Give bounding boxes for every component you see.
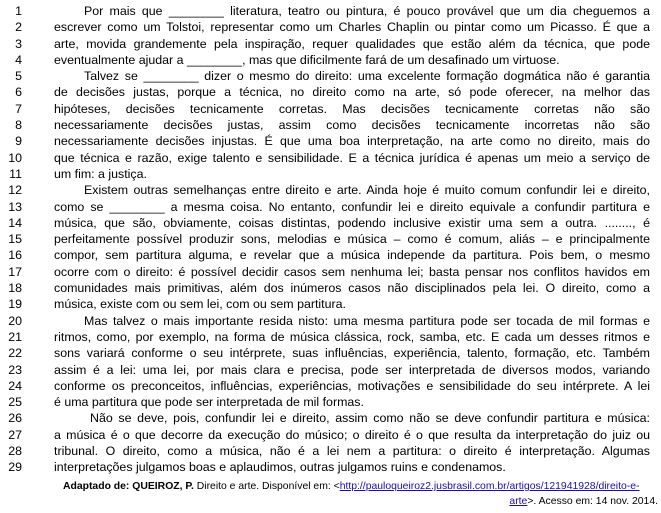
line-text: hipóteses, decisões tecnicamente corretas. Mas decisões tecnicamente corretas não são [54,101,650,116]
text-line [0,264,661,280]
line-number: 25 [8,395,22,410]
line-number: 6 [15,85,22,100]
line-text: é uma partitura que pode ser interpretada de mil formas. [54,395,364,410]
line-text: interpretações julgamos boas e aplaudimos, outras julgamos ruins e condenamos. [54,460,506,475]
citation-access-label: Acesso em: [538,495,593,507]
citation-prefix: Adaptado de: [63,481,133,492]
line-number: 20 [8,313,22,328]
line-text: escrever como um Tolstoi, representar como um Charles Chaplin ou pintar como um Picasso. É que a [54,20,650,35]
line-text: Por mais que ________ literatura, teatro ou pintura, é pouco provável que um dia cheguemos a [84,4,650,18]
citation-line-1 [63,480,658,495]
text-line [0,36,661,52]
line-number: 7 [15,101,22,116]
text-line [0,296,661,312]
text-line [0,231,661,247]
text-body [0,3,661,476]
line-text: tribunal. O direito, como a música, não é a lei nem a partitura: o direito é interpretação. Algumas [54,444,650,459]
line-number: 5 [15,69,22,84]
line-text: conforme os preconceitos, influências, experiências, motivações e sensibilidade do seu intérprete. A lei [54,378,650,393]
text-line [0,133,661,149]
line-text: necessariamente decisões justas, assim como decisões tecnicamente incorretas não são [54,118,650,133]
line-text: eventualmente ajudar a ________, mas que dificilmente fará de um desafinado um virtuose. [54,52,560,67]
line-number: 19 [8,297,22,312]
text-line [0,199,661,215]
line-text: ritmos, como, por exemplo, na forma de música clássica, rock, samba, etc. E cada um desses ritmos e [54,329,650,344]
line-number: 10 [8,150,22,165]
text-line [0,3,661,19]
line-text: compor, sem partitura alguma, e revelar que a música independe da partitura. Pois bem, o mesmo [54,248,650,263]
line-number: 1 [15,4,22,18]
text-line [0,443,661,459]
text-line [0,280,661,296]
text-line [0,117,661,133]
text-line [0,19,661,35]
line-number: 12 [8,183,22,198]
line-text: música, existe com ou sem lei, com ou sem partitura. [54,297,346,312]
line-text: sons variará conforme o seu intérprete, suas influências, experiência, talento, formação, etc. Também [54,346,650,361]
line-number: 16 [8,248,22,263]
line-text: um fim: a justiça. [54,166,147,181]
line-number: 17 [8,264,22,279]
text-line [0,345,661,361]
line-text: Talvez se ________ dizer o mesmo do direito: uma excelente formação dogmática não é garantia [84,69,650,84]
line-number: 9 [15,134,22,149]
citation-line-2 [509,496,658,507]
line-text: Não se deve, pois, confundir lei e direito, assim como não se deve confundir partitura e música: [90,411,650,426]
source-citation [63,480,658,509]
text-line [0,410,661,426]
line-text: de decisões justas, porque a técnica, no direito como na arte, só pode oferecer, na melhor das [54,85,650,100]
line-text: arte, movida grandemente pela inspiração, requer qualidades que estão além da técnica, que pode [54,36,650,51]
line-text: a música é o que decorre da execução do músico; o direito é o que resulta da interpretação do juiz ou [54,427,650,442]
line-text: assim é a lei: uma lei, por mais clara e precisa, pode ser interpretada de diversos modos, variando [54,362,650,377]
line-number: 11 [9,166,22,181]
text-line [0,150,661,166]
line-number: 8 [15,118,22,133]
line-number: 4 [15,52,22,67]
line-number: 21 [8,329,22,344]
text-line [0,182,661,198]
line-number: 29 [8,460,22,475]
line-text: Mas talvez o mais importante resida nisto: uma mesma partitura pode ser tocada de mil formas e [84,313,650,328]
citation-suffix: >. [527,495,539,507]
citation-title: Direito e arte. Disponível em: < [193,481,340,492]
line-text: necessariamente decisões injustas. É que uma boa interpretação, na arte como no direito, mais do [54,134,650,149]
citation-url-link-end[interactable]: arte [509,495,528,507]
line-number: 24 [8,378,22,393]
line-text: como se ________ a mesma coisa. No entanto, confundir lei e direito equivale a confundir partitura e [54,199,650,214]
text-line [0,166,661,182]
line-text: ocorre com o direito: é possível decidir casos sem nenhuma lei; basta pensar nos conflitos havidos em [54,264,650,279]
line-number: 18 [8,281,22,296]
line-text: música, que são, obviamente, coisas distintas, podendo inclusive existir uma sem a outra. ........, é [54,215,650,230]
line-number: 14 [8,215,22,230]
text-line [0,313,661,329]
text-line [0,427,661,443]
line-text: perfeitamente possível produzir sons, melodias e música – como é comum, aliás – e principalmente [54,232,650,247]
line-number: 26 [8,411,22,426]
line-text: comunidades mais primitivas, além dos inúmeros casos não disciplinados pela lei. O direito, como a [54,281,650,296]
citation-access-date: 14 nov. 2014. [592,495,658,507]
text-line [0,84,661,100]
text-line [0,329,661,345]
text-line [0,52,661,68]
citation-author: QUEIROZ, P. [132,481,194,492]
text-line [0,459,661,475]
text-line [0,68,661,84]
line-number: 28 [8,444,22,459]
line-number: 15 [8,232,22,247]
line-number: 22 [8,346,22,361]
line-text: Existem outras semelhanças entre direito e arte. Ainda hoje é muito comum confundir lei e direito, [84,183,650,198]
text-line [0,215,661,231]
line-number: 27 [8,427,22,442]
citation-url-link[interactable]: http://pauloqueiroz2.jusbrasil.com.br/artigos/121941928/direito-e- [339,481,640,492]
line-text: que técnica e razão, exige talento e sensibilidade. E a técnica jurídica é apenas um meio a serviço de [54,150,650,165]
text-line [0,247,661,263]
text-line [0,378,661,394]
text-line [0,394,661,410]
text-line [0,362,661,378]
line-number: 2 [15,20,22,35]
line-number: 13 [8,199,22,214]
text-line [0,101,661,117]
line-number: 23 [8,362,22,377]
line-number: 3 [15,36,22,51]
